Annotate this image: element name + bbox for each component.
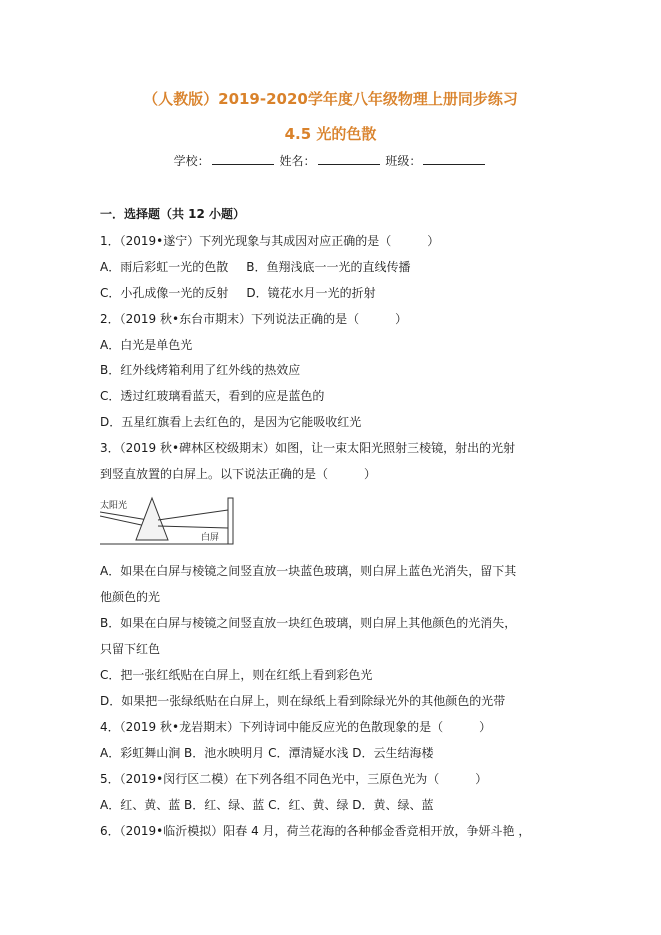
school-blank[interactable] [212,152,274,165]
prism-diagram [100,496,240,548]
incident-ray-bottom [100,516,146,526]
refracted-ray-bottom [158,526,228,528]
q2-option-b: B．红外线烤箱利用了红外线的热效应 [100,363,301,377]
section-heading: 一．选择题（共 12 小题） [100,207,246,221]
q2-option-a: A．白光是单色光 [100,338,193,352]
name-blank[interactable] [318,152,380,165]
q3-option-a-line-1: A．如果在白屏与棱镜之间竖直放一块蓝色玻璃，则白屏上蓝色光消失，留下其 [100,564,517,578]
question-5-stem: 5．（2019•闵行区二模）在下列各组不同色光中，三原色光为（ ） [100,772,488,786]
screen-label: 白屏 [201,533,220,543]
q3-option-b-line-1: B．如果在白屏与棱镜之间竖直放一块红色玻璃，则白屏上其他颜色的光消失， [100,616,517,630]
q3-option-b-line-2: 只留下红色 [100,642,161,656]
student-info-line [0,152,661,170]
question-3-stem-line-2: 到竖直放置的白屏上。以下说法正确的是（ ） [100,467,377,481]
q1-option-c: C．小孔成像一光的反射 [100,286,229,300]
class-label: 班级： [385,154,422,168]
q1-option-a: A．雨后彩虹一光的色散 [100,260,229,274]
question-2-stem: 2．（2019 秋•东台市期末）下列说法正确的是（ ） [100,312,408,326]
question-3-stem-line-1: 3．（2019 秋•碑林区校级期末）如图，让一束太阳光照射三棱镜，射出的光射 [100,441,516,455]
refracted-ray-top [158,510,228,520]
class-blank[interactable] [423,152,485,165]
question-1-stem: 1．（2019•遂宁）下列光现象与其成因对应正确的是（ ） [100,234,440,248]
question-4-stem: 4．（2019 秋•龙岩期末）下列诗词中能反应光的色散现象的是（ ） [100,720,492,734]
question-4-options: A．彩虹舞山涧 B．池水映明月 C．潭清疑水浅 D．云生结海楼 [100,746,434,760]
q3-option-c: C．把一张红纸贴在白屏上，则在红纸上看到彩色光 [100,668,373,682]
worksheet-title: （人教版）2019-2020学年度八年级物理上册同步练习 [143,90,518,108]
name-label: 姓名： [279,154,316,168]
question-1-options-ab [100,259,570,275]
question-6-stem: 6．（2019•临沂模拟）阳春 4 月，荷兰花海的各种郁金香竞相开放，争妍斗艳 ， [100,824,531,838]
sun-label: 太阳光 [100,501,128,511]
incident-ray-top [100,512,148,520]
q1-option-b: B．鱼翔浅底一一光的直线传播 [246,260,411,274]
q3-option-a-line-2: 他颜色的光 [100,590,161,604]
lesson-subtitle: 4.5 光的色散 [284,125,377,143]
school-label: 学校： [173,154,210,168]
q1-option-d: D．镜花水月一光的折射 [246,286,376,300]
q3-option-d: D．如果把一张绿纸贴在白屏上，则在绿纸上看到除绿光外的其他颜色的光带 [100,694,506,708]
q2-option-d: D．五星红旗看上去红色的，是因为它能吸收红光 [100,415,362,429]
q2-option-c: C．透过红玻璃看蓝天，看到的应是蓝色的 [100,389,325,403]
white-screen-shape [228,498,233,544]
question-1-options-cd [100,285,570,301]
question-5-options: A．红、黄、蓝 B．红、绿、蓝 C．红、黄、绿 D．黄、绿、蓝 [100,798,434,812]
